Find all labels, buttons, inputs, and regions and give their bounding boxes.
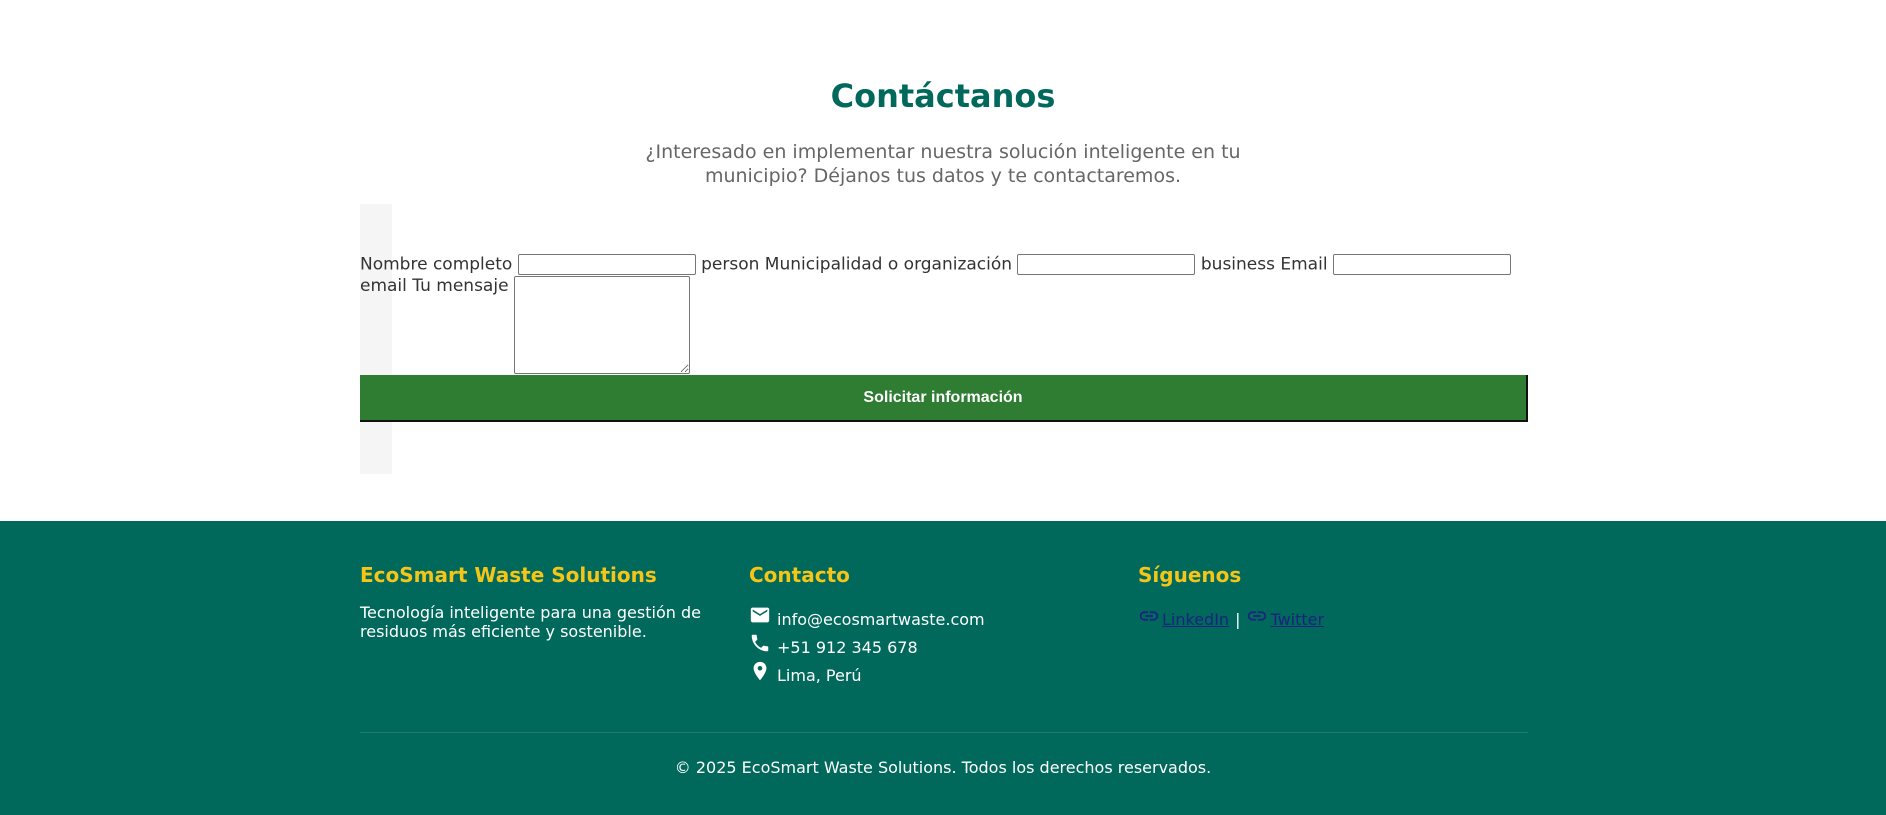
email-icon: email: [360, 275, 407, 296]
contact-location-text: Lima, Perú: [777, 665, 862, 685]
contact-location-item: [749, 661, 1109, 689]
footer-brand-description: Tecnología inteligente para una gestión de residuos más eficiente y sostenible.: [360, 603, 701, 641]
twitter-link[interactable]: [1246, 609, 1324, 631]
footer-divider: [360, 732, 1528, 733]
organization-label: Municipalidad o organización: [764, 254, 1013, 275]
submit-button[interactable]: Solicitar información: [360, 375, 1528, 422]
location-pin-icon: [749, 660, 771, 682]
social-separator: |: [1235, 610, 1241, 629]
footer-brand-column: [360, 561, 720, 641]
footer-brand-title: EcoSmart Waste Solutions: [360, 563, 657, 587]
social-links: [1138, 609, 1498, 631]
footer-contact-column: [749, 561, 1109, 689]
contact-email-text: info@ecosmartwaste.com: [777, 609, 985, 629]
business-icon: business: [1200, 254, 1275, 275]
email-input[interactable]: [1333, 254, 1511, 275]
footer-contact-title: Contacto: [749, 563, 850, 587]
mail-icon: [749, 604, 771, 626]
message-textarea[interactable]: [514, 276, 690, 374]
name-label: Nombre completo: [360, 254, 513, 275]
linkedin-label: LinkedIn: [1162, 610, 1230, 629]
contact-phone-item: [749, 633, 1109, 661]
contact-phone-text: +51 912 345 678: [777, 637, 918, 657]
copyright: © 2025 EcoSmart Waste Solutions. Todos los derechos reservados.: [674, 758, 1212, 777]
link-icon: [1246, 605, 1268, 627]
footer: [0, 521, 1886, 815]
footer-social-title: Síguenos: [1138, 563, 1242, 587]
contact-email-item: [749, 605, 1109, 633]
linkedin-link[interactable]: [1138, 609, 1229, 631]
organization-input[interactable]: [1017, 254, 1195, 275]
twitter-label: Twitter: [1270, 610, 1325, 629]
contact-title: Contáctanos: [830, 77, 1056, 115]
contact-list: [749, 605, 1109, 689]
contact-subtitle: ¿Interesado en implementar nuestra solución inteligente en tu municipio? Déjanos tus datos y te contactaremos.: [645, 141, 1241, 187]
name-input[interactable]: [518, 254, 696, 275]
link-icon: [1138, 605, 1160, 627]
message-label: Tu mensaje: [412, 275, 509, 296]
person-icon: person: [701, 254, 760, 275]
footer-social-column: [1138, 561, 1498, 631]
contact-form: [360, 254, 1528, 374]
phone-icon: [749, 632, 771, 654]
email-label: Email: [1280, 254, 1328, 275]
